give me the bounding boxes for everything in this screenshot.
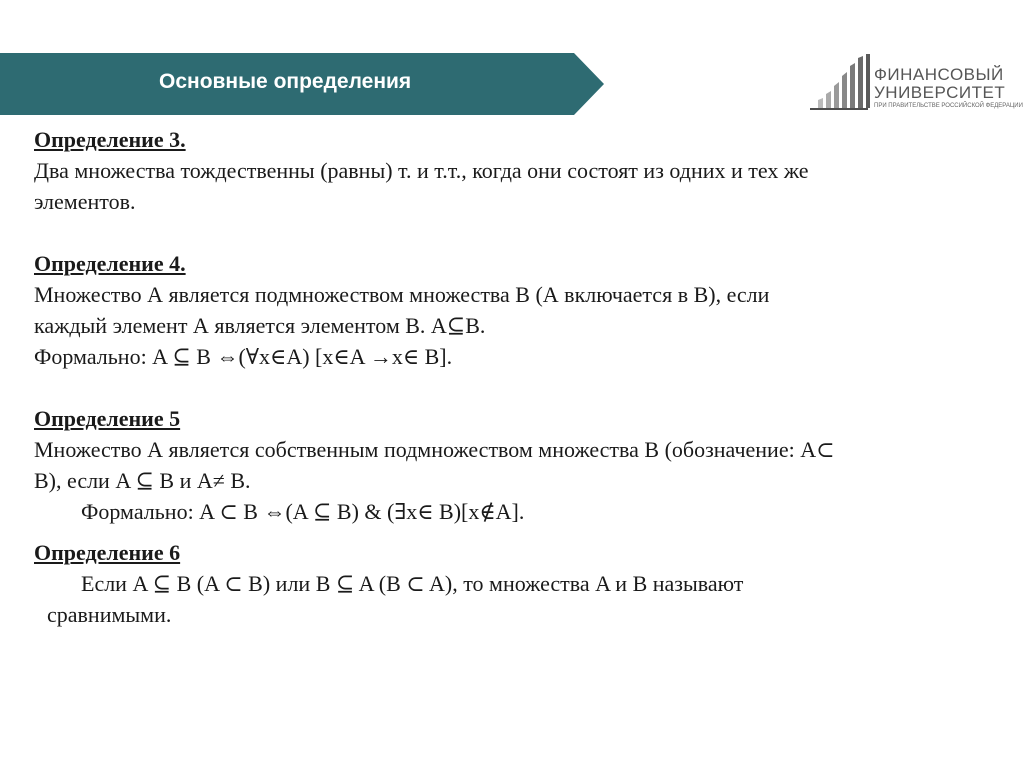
definition-4-title: Определение 4. [34, 251, 186, 276]
definitions-content [34, 124, 994, 630]
university-logo-icon [808, 52, 874, 112]
logo-name-line1: ФИНАНСОВЫЙ [874, 65, 1004, 84]
logo-name-line2: УНИВЕРСИТЕТ [874, 83, 1006, 102]
definition-5-formal: Формально: A ⊂ B ⇔(A ⊆ B) & (∃x∈ B)[x∉A]. [81, 499, 525, 524]
logo-name [874, 66, 1005, 102]
definition-4-line2: каждый элемент А является элементом В. А⊆В. [34, 313, 486, 338]
definition-3-line2: элементов. [34, 189, 136, 214]
definition-6-line1: Если A ⊆ B (A ⊂ B) или B ⊆ A (B ⊂ A), то множества A и B называют [81, 571, 744, 596]
definition-6-line2: сравнимыми. [47, 602, 172, 627]
page-title: Основные определения [159, 70, 412, 93]
definition-4-line1: Множество А является подмножеством множества В (А включается в В), если [34, 282, 770, 307]
definition-5-title: Определение 5 [34, 406, 181, 431]
definition-5-line2: B), если A ⊆ B и A≠ B. [34, 468, 251, 493]
definition-3-title: Определение 3. [34, 127, 186, 152]
definition-3-line1: Два множества тождественны (равны) т. и т.т., когда они состоят из одних и тех же [34, 158, 809, 183]
definition-6-title: Определение 6 [34, 540, 181, 565]
definition-5-line1: Множество А является собственным подмножеством множества B (обозначение: A⊂ [34, 437, 835, 462]
definition-4-formal: Формально: A ⊆ B ⇔(∀x∈A) [x∈A →x∈ B]. [34, 344, 453, 369]
logo-subtitle: ПРИ ПРАВИТЕЛЬСТВЕ РОССИЙСКОЙ ФЕДЕРАЦИИ [874, 103, 1023, 109]
